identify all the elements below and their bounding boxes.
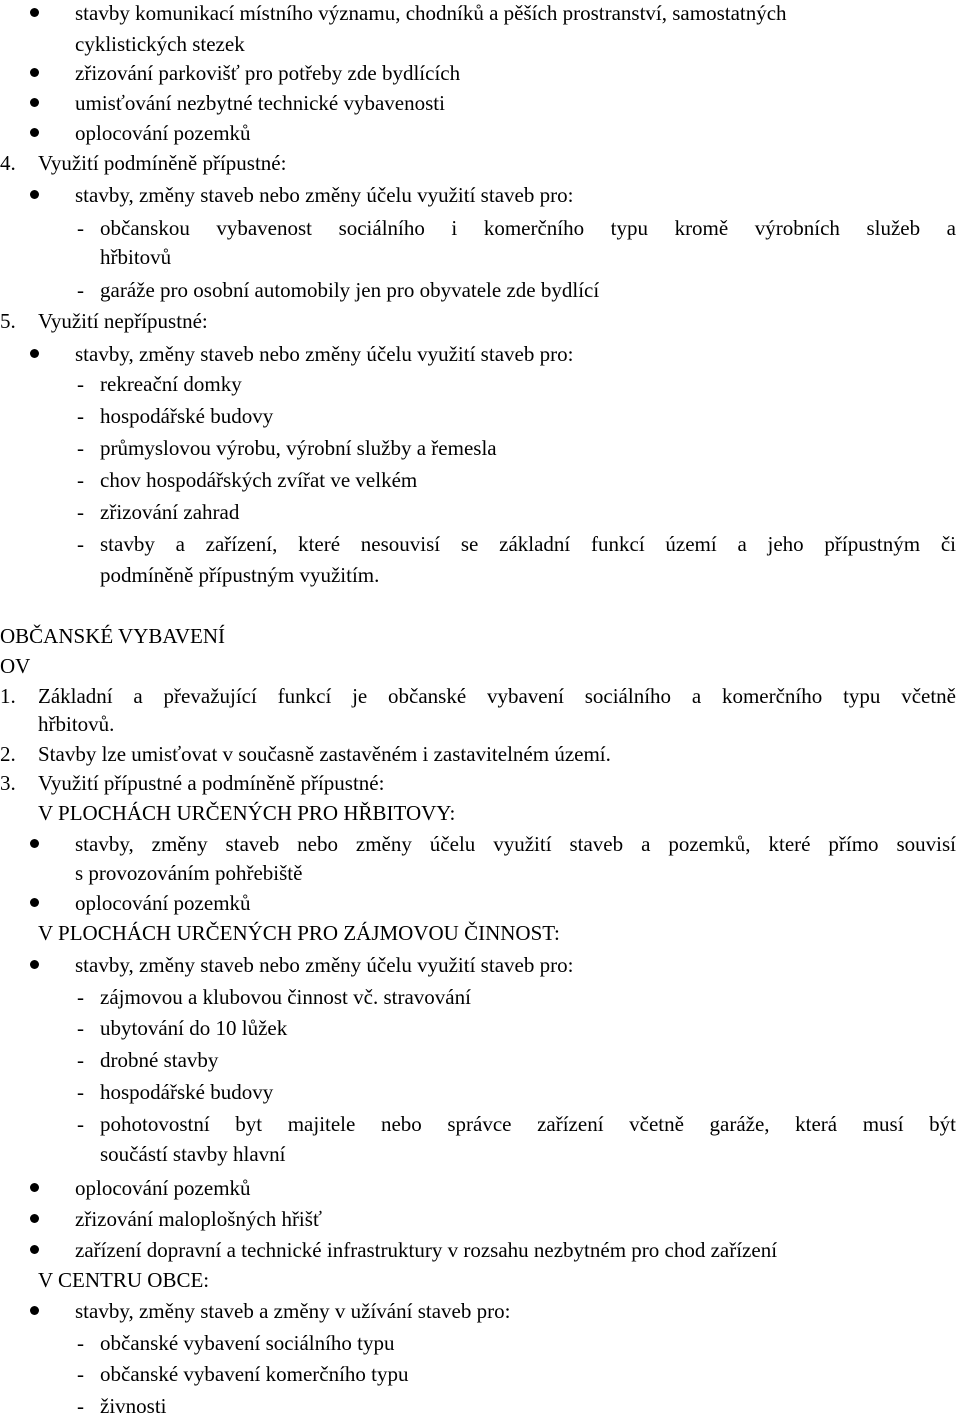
dash-item <box>0 529 960 559</box>
item-number: 3. <box>0 771 16 795</box>
dash-marker: - <box>77 216 84 240</box>
bullet-item <box>0 339 960 369</box>
dash-item <box>0 433 960 463</box>
item-number: 5. <box>0 309 16 333</box>
bullet-item <box>0 1296 960 1326</box>
dash-marker: - <box>77 1394 84 1418</box>
dash-marker: - <box>77 1362 84 1386</box>
bullet-icon <box>30 8 39 17</box>
dash-item <box>0 369 960 399</box>
line-text: ubytování do 10 lůžek <box>100 1016 288 1040</box>
line-text: drobné stavby <box>100 1048 219 1072</box>
bullet-icon <box>30 1214 39 1223</box>
item-number: 1. <box>0 684 16 708</box>
dash-marker: - <box>77 1112 84 1136</box>
numbered-item <box>0 739 960 769</box>
line-text: s provozováním pohřebiště <box>75 861 303 885</box>
line-text: OV <box>0 654 31 678</box>
dash-marker: - <box>77 1016 84 1040</box>
dash-marker: - <box>77 404 84 428</box>
bullet-icon <box>30 349 39 358</box>
bullet-item <box>0 118 960 148</box>
bullet-item <box>0 1173 960 1203</box>
dash-marker: - <box>77 500 84 524</box>
line-text: Základní a převažující funkcí je občanské vybavení sociálního a komerčního typu včetně <box>38 684 956 708</box>
text-line <box>0 621 960 651</box>
dash-item <box>0 1013 960 1043</box>
dash-item <box>0 1328 960 1358</box>
line-text: občanské vybavení sociálního typu <box>100 1331 395 1355</box>
dash-item <box>0 1359 960 1389</box>
bullet-icon <box>30 960 39 969</box>
bullet-item <box>0 1204 960 1234</box>
item-number: 4. <box>0 151 16 175</box>
dash-item <box>0 982 960 1012</box>
line-text: stavby, změny staveb a změny v užívání staveb pro: <box>75 1299 511 1323</box>
line-text: stavby, změny staveb nebo změny účelu využití staveb pro: <box>75 183 574 207</box>
line-text: hospodářské budovy <box>100 404 274 428</box>
line-text: součástí stavby hlavní <box>100 1142 286 1166</box>
dash-marker: - <box>77 436 84 460</box>
dash-item <box>0 275 960 305</box>
bullet-icon <box>30 1183 39 1192</box>
line-text: cyklistických stezek <box>75 32 245 56</box>
text-line <box>0 709 960 739</box>
text-line <box>0 798 960 828</box>
dash-item <box>0 497 960 527</box>
line-text: chov hospodářských zvířat ve velkém <box>100 468 418 492</box>
line-text: podmíněně přípustným využitím. <box>100 563 380 587</box>
line-text: V CENTRU OBCE: <box>38 1268 210 1292</box>
text-line <box>0 1139 960 1169</box>
dash-marker: - <box>77 1331 84 1355</box>
dash-marker: - <box>77 1048 84 1072</box>
text-line <box>0 918 960 948</box>
bullet-icon <box>30 128 39 137</box>
dash-item <box>0 1109 960 1139</box>
dash-item <box>0 465 960 495</box>
dash-marker: - <box>77 1080 84 1104</box>
line-text: průmyslovou výrobu, výrobní služby a řemesla <box>100 436 497 460</box>
bullet-icon <box>30 898 39 907</box>
line-text: stavby a zařízení, které nesouvisí se základní funkcí území a jeho přípustným či <box>100 532 956 556</box>
line-text: stavby, změny staveb nebo změny účelu využití staveb pro: <box>75 953 574 977</box>
text-line <box>0 858 960 888</box>
text-line <box>0 651 960 681</box>
bullet-icon <box>30 1306 39 1315</box>
line-text: oplocování pozemků <box>75 1176 251 1200</box>
line-text: stavby, změny staveb nebo změny účelu využití staveb pro: <box>75 342 574 366</box>
line-text: hřbitovů <box>100 245 172 269</box>
dash-marker: - <box>77 372 84 396</box>
line-text: oplocování pozemků <box>75 891 251 915</box>
line-text: garáže pro osobní automobily jen pro obyvatele zde bydlící <box>100 278 600 302</box>
text-line <box>0 242 960 272</box>
bullet-icon <box>30 98 39 107</box>
text-line <box>0 29 960 59</box>
dash-item <box>0 1391 960 1421</box>
line-text: zařízení dopravní a technické infrastruktury v rozsahu nezbytném pro chod zařízení <box>75 1238 778 1262</box>
bullet-item <box>0 180 960 210</box>
line-text: rekreační domky <box>100 372 242 396</box>
line-text: umisťování nezbytné technické vybavenosti <box>75 91 445 115</box>
bullet-item <box>0 950 960 980</box>
bullet-item <box>0 1235 960 1265</box>
bullet-icon <box>30 1245 39 1254</box>
numbered-item <box>0 306 960 336</box>
line-text: hospodářské budovy <box>100 1080 274 1104</box>
line-text: oplocování pozemků <box>75 121 251 145</box>
text-line <box>0 560 960 590</box>
numbered-item <box>0 681 960 711</box>
dash-item <box>0 1077 960 1107</box>
line-text: V PLOCHÁCH URČENÝCH PRO HŘBITOVY: <box>38 801 456 825</box>
dash-item <box>0 1045 960 1075</box>
line-text: zřizování parkovišť pro potřeby zde bydlících <box>75 61 461 85</box>
dash-marker: - <box>77 532 84 556</box>
bullet-icon <box>30 190 39 199</box>
line-text: Stavby lze umisťovat v současně zastavěném i zastavitelném území. <box>38 742 611 766</box>
line-text: hřbitovů. <box>38 712 115 736</box>
bullet-item <box>0 888 960 918</box>
dash-item <box>0 213 960 243</box>
bullet-item <box>0 0 960 28</box>
line-text: stavby komunikací místního významu, chodníků a pěších prostranství, samostatných <box>75 1 787 25</box>
bullet-item <box>0 58 960 88</box>
line-text: Využití přípustné a podmíněně přípustné: <box>38 771 385 795</box>
dash-marker: - <box>77 278 84 302</box>
dash-marker: - <box>77 985 84 1009</box>
line-text: živnosti <box>100 1394 167 1418</box>
bullet-icon <box>30 68 39 77</box>
line-text: Využití nepřípustné: <box>38 309 208 333</box>
line-text: zřizování zahrad <box>100 500 240 524</box>
line-text: Využití podmíněně přípustné: <box>38 151 287 175</box>
bullet-icon <box>30 839 39 848</box>
bullet-item <box>0 88 960 118</box>
dash-marker: - <box>77 468 84 492</box>
line-text: zájmovou a klubovou činnost vč. stravování <box>100 985 471 1009</box>
bullet-item <box>0 829 960 859</box>
dash-item <box>0 401 960 431</box>
line-text: V PLOCHÁCH URČENÝCH PRO ZÁJMOVOU ČINNOST: <box>38 921 560 945</box>
text-line <box>0 1265 960 1295</box>
numbered-item <box>0 768 960 798</box>
line-text: pohotovostní byt majitele nebo správce zařízení včetně garáže, která musí být <box>100 1112 956 1136</box>
line-text: OBČANSKÉ VYBAVENÍ <box>0 624 226 648</box>
numbered-item <box>0 148 960 178</box>
line-text: občanské vybavení komerčního typu <box>100 1362 409 1386</box>
line-text: stavby, změny staveb nebo změny účelu využití staveb a pozemků, které přímo souvisí <box>75 832 956 856</box>
line-text: občanskou vybavenost sociálního i komerčního typu kromě výrobních služeb a <box>100 216 956 240</box>
line-text: zřizování maloplošných hřišť <box>75 1207 322 1231</box>
item-number: 2. <box>0 742 16 766</box>
